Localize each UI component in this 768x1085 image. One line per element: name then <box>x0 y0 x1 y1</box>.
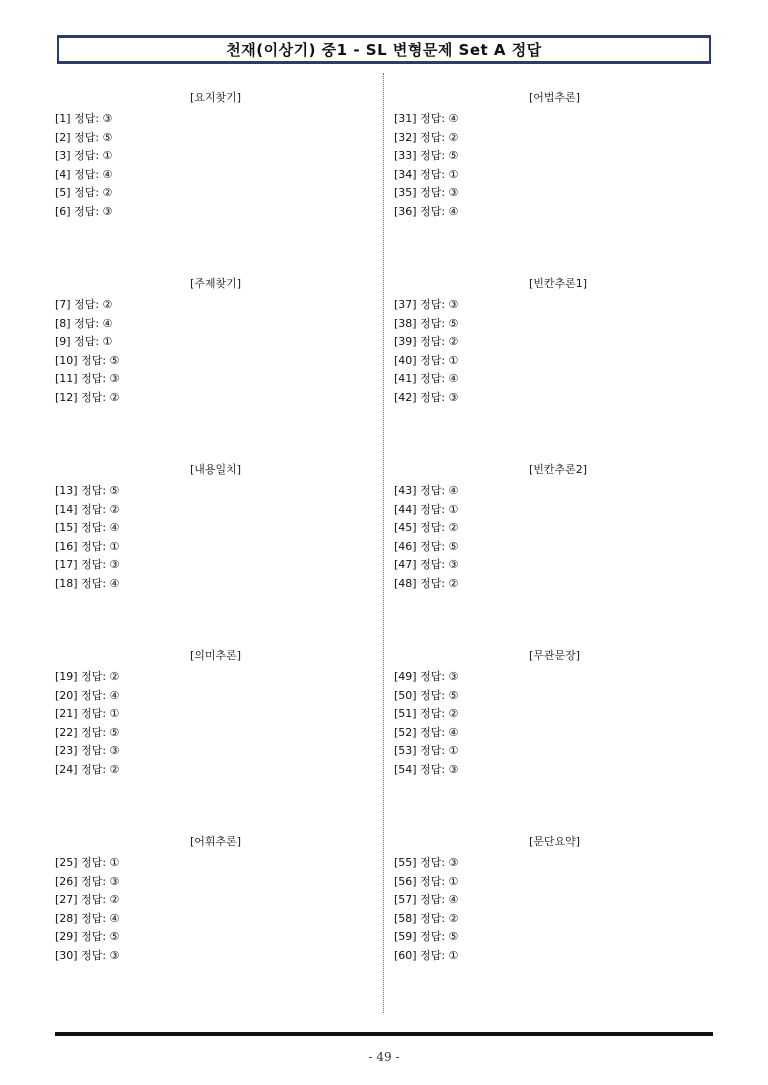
title-box <box>57 35 711 64</box>
section-left-5 <box>55 834 375 1020</box>
answer-item: [3] 정답: ① <box>55 149 113 163</box>
section-right-3 <box>394 462 714 648</box>
answer-item: [25] 정답: ① <box>55 856 120 869</box>
answer-item: [31] 정답: ④ <box>394 112 459 125</box>
answer-item: [8] 정답: ④ <box>55 316 113 330</box>
answer-item: [7] 정답: ② <box>55 298 113 311</box>
section-right-5 <box>394 834 714 1020</box>
answer-item: [52] 정답: ④ <box>394 725 459 739</box>
answer-item: [34] 정답: ① <box>394 167 459 181</box>
page-title: 천재(이상기) 중1 - SL 변형문제 Set A 정답 <box>226 41 542 59</box>
answer-item: [22] 정답: ⑤ <box>55 725 120 739</box>
answer-item: [36] 정답: ④ <box>394 204 459 218</box>
answer-item: [39] 정답: ② <box>394 335 459 349</box>
answer-item: [54] 정답: ③ <box>394 762 459 776</box>
answer-item: [18] 정답: ④ <box>55 576 120 590</box>
section-title: [무관문장] <box>529 649 581 662</box>
footer-rule <box>55 1032 713 1036</box>
answer-item: [37] 정답: ③ <box>394 298 459 311</box>
answer-item: [50] 정답: ⑤ <box>394 688 459 702</box>
answer-item: [13] 정답: ⑤ <box>55 484 120 497</box>
answer-item: [47] 정답: ③ <box>394 558 459 572</box>
answer-item: [49] 정답: ③ <box>394 670 459 683</box>
page-number: - 49 - <box>368 1050 400 1064</box>
answer-item: [51] 정답: ② <box>394 707 459 721</box>
answer-item: [56] 정답: ① <box>394 874 459 888</box>
answer-item: [44] 정답: ① <box>394 502 459 516</box>
answer-item: [26] 정답: ③ <box>55 874 120 888</box>
answer-item: [42] 정답: ③ <box>394 390 459 404</box>
answer-item: [9] 정답: ① <box>55 335 113 349</box>
answer-item: [41] 정답: ④ <box>394 372 459 386</box>
left-column <box>55 90 375 1020</box>
section-title: [내용일치] <box>190 463 242 476</box>
section-right-4 <box>394 648 714 834</box>
section-right-2 <box>394 276 714 462</box>
answer-item: [60] 정답: ① <box>394 948 459 962</box>
section-left-2 <box>55 276 375 462</box>
answer-item: [27] 정답: ② <box>55 893 120 907</box>
answer-item: [23] 정답: ③ <box>55 744 120 758</box>
section-left-3 <box>55 462 375 648</box>
answer-item: [29] 정답: ⑤ <box>55 930 120 944</box>
answer-item: [40] 정답: ① <box>394 353 459 367</box>
answer-item: [48] 정답: ② <box>394 576 459 590</box>
section-title: [어휘추론] <box>190 835 242 848</box>
column-divider <box>383 73 384 1013</box>
answer-item: [15] 정답: ④ <box>55 521 120 535</box>
section-title: [빈칸추론2] <box>529 463 588 476</box>
section-title: [의미추론] <box>190 649 242 662</box>
right-column <box>394 90 714 1020</box>
answer-item: [2] 정답: ⑤ <box>55 130 113 144</box>
answer-item: [1] 정답: ③ <box>55 112 113 125</box>
answer-item: [6] 정답: ③ <box>55 204 113 218</box>
answer-item: [45] 정답: ② <box>394 521 459 535</box>
answer-item: [10] 정답: ⑤ <box>55 353 120 367</box>
answer-item: [28] 정답: ④ <box>55 911 120 925</box>
answer-item: [21] 정답: ① <box>55 707 120 721</box>
section-left-1 <box>55 90 375 276</box>
section-left-4 <box>55 648 375 834</box>
answer-item: [57] 정답: ④ <box>394 893 459 907</box>
answer-item: [19] 정답: ② <box>55 670 120 683</box>
section-title: [어법추론] <box>529 91 581 104</box>
answer-item: [53] 정답: ① <box>394 744 459 758</box>
answer-item: [55] 정답: ③ <box>394 856 459 869</box>
answer-item: [14] 정답: ② <box>55 502 120 516</box>
answer-item: [32] 정답: ② <box>394 130 459 144</box>
answer-item: [20] 정답: ④ <box>55 688 120 702</box>
answer-item: [16] 정답: ① <box>55 539 120 553</box>
section-title: [문단요약] <box>529 835 581 848</box>
answer-item: [5] 정답: ② <box>55 186 113 200</box>
answer-item: [59] 정답: ⑤ <box>394 930 459 944</box>
answer-item: [58] 정답: ② <box>394 911 459 925</box>
section-title: [빈칸추론1] <box>529 277 588 290</box>
section-title: [주제찾기] <box>190 277 242 290</box>
answer-item: [38] 정답: ⑤ <box>394 316 459 330</box>
answer-item: [4] 정답: ④ <box>55 167 113 181</box>
answer-item: [30] 정답: ③ <box>55 948 120 962</box>
answer-item: [33] 정답: ⑤ <box>394 149 459 163</box>
answer-item: [17] 정답: ③ <box>55 558 120 572</box>
section-right-1 <box>394 90 714 276</box>
answer-item: [12] 정답: ② <box>55 390 120 404</box>
answer-item: [35] 정답: ③ <box>394 186 459 200</box>
section-title: [요지찾기] <box>190 91 242 104</box>
answer-item: [11] 정답: ③ <box>55 372 120 386</box>
answer-item: [46] 정답: ⑤ <box>394 539 459 553</box>
answer-item: [24] 정답: ② <box>55 762 120 776</box>
answer-item: [43] 정답: ④ <box>394 484 459 497</box>
